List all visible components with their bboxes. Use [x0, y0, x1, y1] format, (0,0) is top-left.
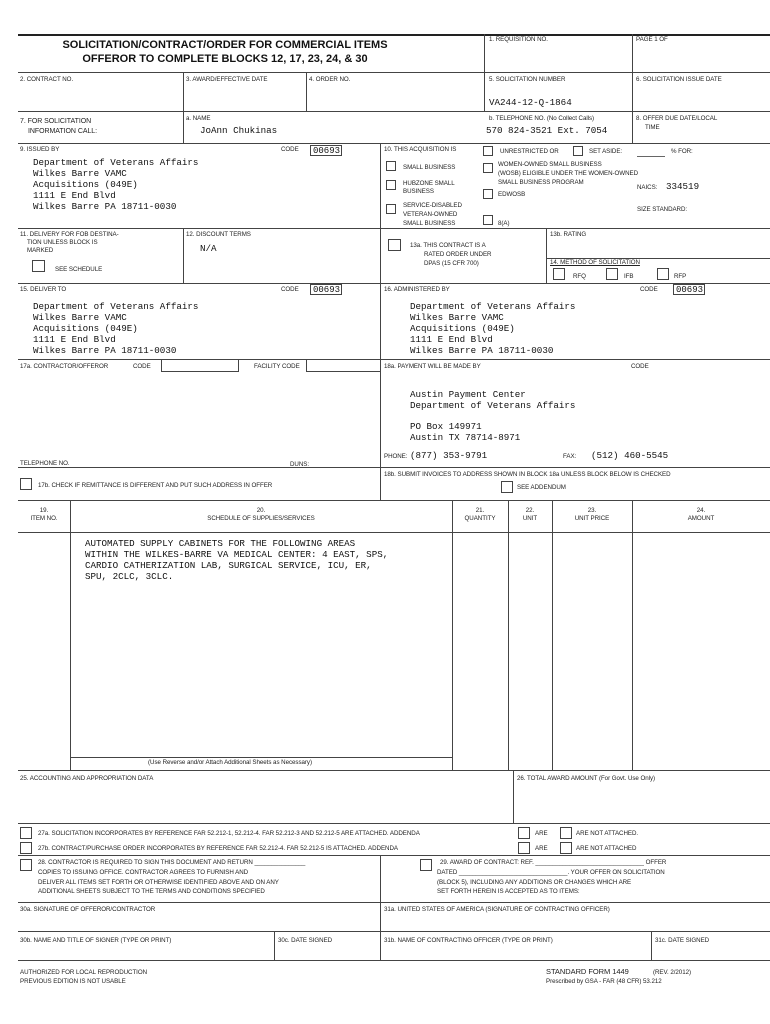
- col-unit: UNIT: [522, 515, 538, 522]
- total-award-label: 26. TOTAL AWARD AMOUNT (For Govt. Use Only): [517, 775, 656, 782]
- 27a-are-label: ARE: [535, 830, 548, 837]
- deliver-to-address-2: Wilkes Barre VAMC: [33, 312, 127, 323]
- solicitation-number-label: 5. SOLICITATION NUMBER: [489, 76, 566, 83]
- dpas-label-1: 13a. THIS CONTRACT IS A: [410, 242, 486, 249]
- duns-label: DUNS:: [290, 461, 310, 468]
- fob-label-3: MARKED: [27, 247, 54, 254]
- order-no-label: 4. ORDER NO.: [309, 76, 351, 83]
- issued-by-address-2: Wilkes Barre VAMC: [33, 168, 127, 179]
- fob-label-2: TION UNLESS BLOCK IS: [27, 239, 98, 246]
- phone-label: PHONE:: [384, 453, 408, 460]
- sdvosb-label-1: SERVICE-DISABLED: [403, 202, 462, 209]
- rfq-checkbox[interactable]: [553, 268, 565, 280]
- clause-28-line-4: ADDITIONAL SHEETS SUBJECT TO THE TERMS AND CONDITIONS SPECIFIED: [38, 888, 265, 895]
- wosb-label-1: WOMEN-OWNED SMALL BUSINESS: [498, 161, 602, 168]
- clause-28-line-2: COPIES TO ISSUING OFFICE. CONTRACTOR AGREES TO FURNISH AND: [38, 869, 249, 876]
- fax-value: (512) 460-5545: [591, 450, 669, 461]
- clause-29-line-4: SET FORTH HEREIN IS ACCEPTED AS TO ITEMS:: [437, 888, 580, 895]
- 27a-are-not-label: ARE NOT ATTACHED.: [576, 830, 639, 837]
- remittance-label: 17b. CHECK IF REMITTANCE IS DIFFERENT AND PUT SUCH ADDRESS IN OFFER: [38, 482, 273, 489]
- percent-for-label: % FOR:: [671, 148, 693, 155]
- eight-a-checkbox[interactable]: [483, 215, 493, 225]
- clause-27b-checkbox[interactable]: [20, 842, 32, 854]
- footer-reproduction: AUTHORIZED FOR LOCAL REPRODUCTION: [20, 969, 148, 976]
- sdvosb-label-2: VETERAN-OWNED: [403, 211, 458, 218]
- naics-value[interactable]: 334519: [666, 181, 700, 192]
- contractor-code-box[interactable]: [161, 359, 239, 372]
- wosb-label-3: SMALL BUSINESS PROGRAM: [498, 179, 584, 186]
- schedule-description-4: SPU, 2CLC, 3CLC.: [85, 571, 174, 582]
- col-quantity: QUANTITY: [464, 515, 496, 522]
- facility-code-box[interactable]: [306, 359, 380, 372]
- size-standard-label: SIZE STANDARD:: [637, 206, 688, 213]
- dpas-label-3: DPAS (15 CFR 700): [424, 260, 479, 267]
- administered-by-address-2: Wilkes Barre VAMC: [410, 312, 504, 323]
- clause-29-checkbox[interactable]: [420, 859, 432, 871]
- small-business-checkbox[interactable]: [386, 161, 396, 171]
- col-quantity-num: 21.: [475, 507, 485, 514]
- edwosb-label: EDWOSB: [498, 191, 526, 198]
- clause-29-line-3: (BLOCK 5), INCLUDING ANY ADDITIONS OR CHANGES WHICH ARE: [437, 879, 632, 886]
- ifb-checkbox[interactable]: [606, 268, 618, 280]
- sdvosb-label-3: SMALL BUSINESS: [403, 220, 456, 227]
- deliver-to-address-1: Department of Veterans Affairs: [33, 301, 199, 312]
- telephone-no-label: TELEPHONE NO.: [20, 460, 70, 467]
- signer-name-label: 30b. NAME AND TITLE OF SIGNER (TYPE OR PRINT): [20, 937, 172, 944]
- see-schedule-label: SEE SCHEDULE: [55, 266, 103, 273]
- ifb-label: IFB: [624, 273, 634, 280]
- acquisition-label: 10. THIS ACQUISITION IS: [384, 146, 457, 153]
- dpas-label-2: RATED ORDER UNDER: [424, 251, 492, 258]
- see-addendum-checkbox[interactable]: [501, 481, 513, 493]
- issue-date-label: 6. SOLICITATION ISSUE DATE: [636, 76, 722, 83]
- schedule-description-3: CARDIO CATHERIZATION LAB, SURGICAL SERVICE, ICU, ER,: [85, 560, 372, 571]
- 27a-are-checkbox[interactable]: [518, 827, 530, 839]
- signature-officer-label: 31a. UNITED STATES OF AMERICA (SIGNATURE OF CONTRACTING OFFICER): [384, 906, 610, 913]
- administered-by-address-3: Acquisitions (049E): [410, 323, 515, 334]
- issued-by-address-4: 1111 E End Blvd: [33, 190, 116, 201]
- deliver-to-label: 15. DELIVER TO: [20, 286, 67, 293]
- edwosb-checkbox[interactable]: [483, 189, 493, 199]
- clause-29-line-2: DATED ________________________________. YOUR OFFER ON SOLICITATION: [437, 869, 665, 876]
- offer-due-label-2: TIME: [645, 124, 660, 131]
- fax-label: FAX:: [563, 453, 577, 460]
- payment-address-1: Austin Payment Center: [410, 389, 526, 400]
- sdvosb-checkbox[interactable]: [386, 204, 396, 214]
- payment-address-5: Austin TX 78714-8971: [410, 432, 521, 443]
- see-schedule-checkbox[interactable]: [32, 260, 45, 272]
- reverse-note: (Use Reverse and/or Attach Additional Sheets as Necessary): [148, 759, 312, 766]
- submit-invoices-label: 18b. SUBMIT INVOICES TO ADDRESS SHOWN IN BLOCK 18a UNLESS BLOCK BELOW IS CHECKED: [384, 471, 671, 478]
- deliver-to-code-label: CODE: [281, 286, 299, 293]
- info-call-label-1: 7. FOR SOLICITATION: [20, 118, 92, 125]
- hubzone-label-2: BUSINESS: [403, 188, 434, 195]
- issued-by-code[interactable]: 00693: [310, 145, 342, 156]
- rfp-label: RFP: [674, 273, 687, 280]
- rfp-checkbox[interactable]: [657, 268, 669, 280]
- clause-28-line-1: 28. CONTRACTOR IS REQUIRED TO SIGN THIS DOCUMENT AND RETURN _______________: [38, 859, 306, 866]
- requisition-label: 1. REQUISITION NO.: [489, 36, 548, 43]
- col-schedule: SCHEDULE OF SUPPLIES/SERVICES: [207, 515, 315, 522]
- contractor-label: 17a. CONTRACTOR/OFFEROR: [20, 363, 109, 370]
- offer-due-label-1: 8. OFFER DUE DATE/LOCAL: [636, 115, 718, 122]
- footer-prescribed: Prescribed by GSA - FAR (48 CFR) 53.212: [546, 978, 662, 985]
- info-call-label-2: INFORMATION CALL:: [28, 128, 98, 135]
- deliver-to-address-4: 1111 E End Blvd: [33, 334, 116, 345]
- deliver-to-address-5: Wilkes Barre PA 18711-0030: [33, 345, 177, 356]
- payment-address-2: Department of Veterans Affairs: [410, 400, 576, 411]
- phone-value: (877) 353-9791: [410, 450, 488, 461]
- wosb-checkbox[interactable]: [483, 163, 493, 173]
- page-label: PAGE 1 OF: [636, 36, 668, 43]
- method-label: 14. METHOD OF SOLICITATION: [550, 259, 640, 266]
- discount-terms-value[interactable]: N/A: [200, 243, 217, 254]
- col-amount-num: 24.: [696, 507, 706, 514]
- officer-name-label: 31b. NAME OF CONTRACTING OFFICER (TYPE OR PRINT): [384, 937, 553, 944]
- 27b-are-not-label: ARE NOT ATTACHED: [576, 845, 637, 852]
- award-date-label: 3. AWARD/EFFECTIVE DATE: [186, 76, 268, 83]
- eight-a-label: 8(A): [498, 220, 510, 227]
- col-amount: AMOUNT: [687, 515, 715, 522]
- contract-no-label: 2. CONTRACT NO.: [20, 76, 74, 83]
- dpas-checkbox[interactable]: [388, 239, 401, 251]
- footer-standard-form: STANDARD FORM 1449: [546, 967, 629, 976]
- officer-date-label: 31c. DATE SIGNED: [655, 937, 710, 944]
- clause-27a-label: 27a. SOLICITATION INCORPORATES BY REFERENCE FAR 52.212-1, 52.212-4. FAR 52.212-3 AND 52.212-5 ARE ATTACHED. ADDENDA: [38, 830, 420, 837]
- 27b-are-label: ARE: [535, 845, 548, 852]
- unrestricted-checkbox[interactable]: [483, 146, 493, 156]
- payment-code-label: CODE: [631, 363, 649, 370]
- clause-28-line-3: DELIVER ALL ITEMS SET FORTH OR OTHERWISE IDENTIFIED ABOVE AND ON ANY: [38, 879, 279, 886]
- administered-by-address-1: Department of Veterans Affairs: [410, 301, 576, 312]
- remittance-checkbox[interactable]: [20, 478, 32, 490]
- 27a-are-not-checkbox[interactable]: [560, 827, 572, 839]
- footer-revision: (REV. 2/2012): [653, 969, 691, 976]
- naics-label: NAICS:: [637, 184, 658, 191]
- see-addendum-label: SEE ADDENDUM: [517, 484, 566, 491]
- administered-by-address-5: Wilkes Barre PA 18711-0030: [410, 345, 554, 356]
- footer-previous-edition: PREVIOUS EDITION IS NOT USABLE: [20, 978, 126, 985]
- col-unit-price-num: 23.: [587, 507, 597, 514]
- wosb-label-2: (WOSB) ELIGIBLE UNDER THE WOMEN-OWNED: [498, 170, 639, 177]
- issued-by-address-3: Acquisitions (049E): [33, 179, 138, 190]
- clause-29-line-1: 29. AWARD OF CONTRACT: REF. ________________________________ OFFER: [440, 859, 667, 866]
- clause-28-checkbox[interactable]: [20, 859, 32, 871]
- set-aside-label: SET ASIDE:: [589, 148, 623, 155]
- issued-by-label: 9. ISSUED BY: [20, 146, 60, 153]
- rating-label: 13b. RATING: [550, 231, 587, 238]
- 27b-are-not-checkbox[interactable]: [560, 842, 572, 854]
- solicitation-number-value[interactable]: VA244-12-Q-1864: [489, 97, 572, 108]
- small-business-label: SMALL BUSINESS: [403, 164, 456, 171]
- col-schedule-num: 20.: [256, 507, 266, 514]
- accounting-label: 25. ACCOUNTING AND APPROPRIATION DATA: [20, 775, 154, 782]
- administered-by-code[interactable]: 00693: [673, 284, 705, 295]
- form-title: SOLICITATION/CONTRACT/ORDER FOR COMMERCIAL ITEMS: [62, 39, 388, 51]
- facility-code-label: FACILITY CODE: [254, 363, 300, 370]
- clause-27b-label: 27b. CONTRACT/PURCHASE ORDER INCORPORATES BY REFERENCE FAR 52.212-4. FAR 52.212-5 IS ATTACHED. ADDENDA: [38, 845, 398, 852]
- administered-by-address-4: 1111 E End Blvd: [410, 334, 493, 345]
- telephone-value[interactable]: 570 824-3521 Ext. 7054: [486, 125, 608, 136]
- hubzone-label-1: HUBZONE SMALL: [403, 180, 455, 187]
- payment-label: 18a. PAYMENT WILL BE MADE BY: [384, 363, 481, 370]
- fob-label-1: 11. DELIVERY FOR FOB DESTINA-: [20, 231, 119, 238]
- deliver-to-address-3: Acquisitions (049E): [33, 323, 138, 334]
- issued-by-address-1: Department of Veterans Affairs: [33, 157, 199, 168]
- rfq-label: RFQ: [573, 273, 586, 280]
- issued-by-address-5: Wilkes Barre PA 18711-0030: [33, 201, 177, 212]
- schedule-description-2: WITHIN THE WILKES-BARRE VA MEDICAL CENTER: 4 EAST, SPS,: [85, 549, 389, 560]
- col-item-no-num: 19.: [39, 507, 49, 514]
- col-unit-num: 22.: [525, 507, 535, 514]
- issued-by-code-label: CODE: [281, 146, 299, 153]
- col-item-no: ITEM NO.: [30, 515, 58, 522]
- payment-address-4: PO Box 149971: [410, 421, 482, 432]
- 27b-are-checkbox[interactable]: [518, 842, 530, 854]
- administered-by-code-label: CODE: [640, 286, 658, 293]
- schedule-description-1: AUTOMATED SUPPLY CABINETS FOR THE FOLLOWING AREAS: [85, 538, 356, 549]
- administered-by-label: 16. ADMINISTERED BY: [384, 286, 450, 293]
- clause-27a-checkbox[interactable]: [20, 827, 32, 839]
- discount-terms-label: 12. DISCOUNT TERMS: [186, 231, 251, 238]
- signer-date-label: 30c. DATE SIGNED: [278, 937, 333, 944]
- name-label: a. NAME: [186, 115, 211, 122]
- hubzone-checkbox[interactable]: [386, 180, 396, 190]
- telephone-label: b. TELEPHONE NO. (No Collect Calls): [489, 115, 595, 122]
- form-subtitle: OFFEROR TO COMPLETE BLOCKS 12, 17, 23, 24, & 30: [82, 53, 368, 65]
- set-aside-checkbox[interactable]: [573, 146, 583, 156]
- deliver-to-code[interactable]: 00693: [310, 284, 342, 295]
- contractor-code-label: CODE: [133, 363, 151, 370]
- name-value[interactable]: JoAnn Chukinas: [200, 125, 278, 136]
- unrestricted-label: UNRESTRICTED OR: [500, 148, 559, 155]
- col-unit-price: UNIT PRICE: [574, 515, 610, 522]
- signature-offeror-label: 30a. SIGNATURE OF OFFEROR/CONTRACTOR: [20, 906, 156, 913]
